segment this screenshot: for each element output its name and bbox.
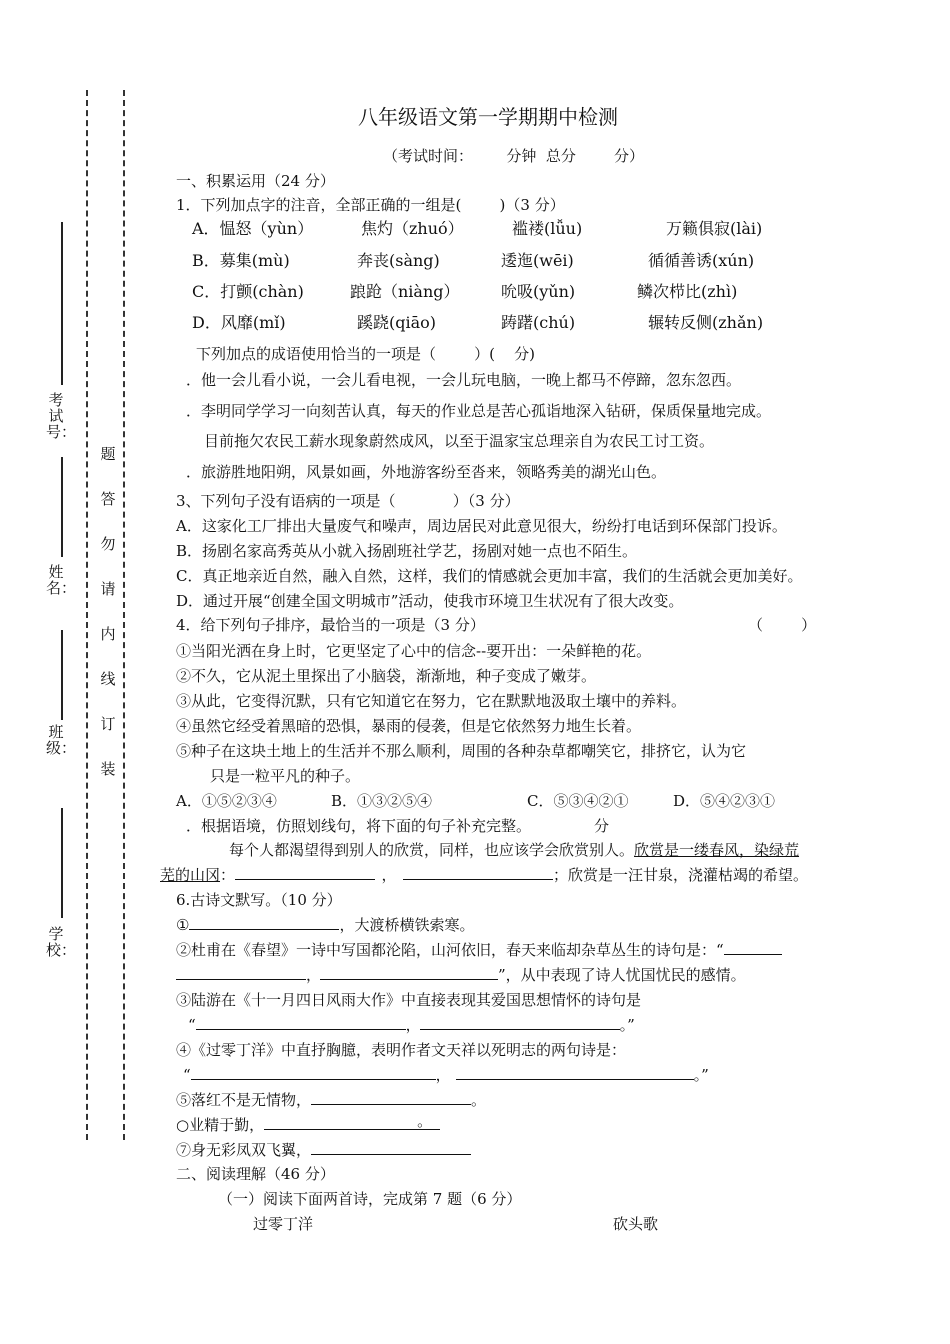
- q5-text-tail: ；欣赏是一汪甘泉，浇灌枯竭的希望。: [553, 866, 809, 884]
- q1-d-3: 踌躇(chú): [501, 313, 576, 332]
- q6-line-4b: “ ， 。”: [183, 1066, 709, 1084]
- q1-stem: 1．下列加点字的注音，全部正确的一组是( )（3 分）: [176, 196, 565, 214]
- q1-b-4: 循循善诱(xún): [648, 251, 755, 270]
- q6-blank-1[interactable]: [189, 915, 339, 930]
- q2-item-d: ．旅游胜地阳朔，风景如画，外地游客纷至沓来，领略秀美的湖光山色。: [186, 463, 667, 481]
- q5-text: 每个人都渴望得到别人的欣赏，同样，也应该学会欣赏别人。: [229, 841, 635, 859]
- name-line: [61, 630, 63, 720]
- q6-blank-6[interactable]: 。: [264, 1115, 440, 1130]
- q5-underlined-sentence-cont: 芜的山冈: [160, 866, 221, 884]
- q6-line-6: ○业精于勤， 。: [176, 1114, 440, 1135]
- q1-b-3: 逶迤(wēi): [501, 251, 574, 270]
- q2-stem: 下列加点的成语使用恰当的一项是（ ）( 分): [196, 345, 535, 363]
- q4-sentence-5: ⑤种子在这块土地上的生活并不那么顺利，周围的各种杂草都嘲笑它，排挤它，认为它: [176, 742, 747, 760]
- q6-line-7: ⑦身无彩凤双飞翼，: [176, 1139, 471, 1160]
- q1-a-3: 褴褛(lǚu): [512, 219, 583, 238]
- section2-subheading: （一）阅读下面两首诗，完成第 7 题（6 分）: [218, 1190, 522, 1208]
- q1-d-4: 辗转反侧(zhǎn): [648, 313, 764, 332]
- q5-line-2: 芜的山冈： ， ；欣赏是一汪甘泉，浇灌枯竭的希望。: [160, 866, 809, 884]
- q4-answer-paren: （ ）: [748, 616, 817, 634]
- q1-c-1: C．打颤(chàn): [192, 282, 304, 301]
- q1-c-4: 鳞次栉比(zhì): [637, 282, 738, 301]
- q1-b-1: B．募集(mù): [192, 251, 290, 270]
- q6-line-3b: “ ， 。”: [188, 1016, 635, 1034]
- q5-line-1: [229, 839, 799, 860]
- q2-item-b: ．李明同学学习一向刻苦认真，每天的作业总是苦心孤诣地深入钻研，保质保量地完成。: [186, 402, 772, 420]
- q4-option-a: A．①⑤②③④: [176, 792, 277, 810]
- page-title: 八年级语文第一学期期中检测: [358, 105, 618, 129]
- q6-line-5: ⑤落红不是无情物， 。: [176, 1091, 487, 1109]
- q6-blank-3b[interactable]: [420, 1015, 620, 1030]
- exam-number-label: 考试号：: [46, 391, 77, 441]
- q1-d-2: 蹊跷(qiāo): [357, 313, 437, 332]
- exam-number-line-top: [61, 222, 63, 385]
- q6-line-3: ③陆游在《十一月四日风雨大作》中直接表现其爱国思想情怀的诗句是: [176, 991, 642, 1009]
- q6-blank-4b[interactable]: [456, 1065, 694, 1080]
- q6-blank-7[interactable]: [311, 1140, 471, 1155]
- q5-underlined-sentence: 欣赏是一缕春风，染绿荒: [634, 841, 800, 859]
- q4-option-c: C．⑤③④②①: [527, 792, 629, 810]
- q6-line-2b: ， ”，从中表现了诗人忧国忧民的感情。: [176, 964, 746, 985]
- q3-stem: 3、下列句子没有语病的一项是（ ）（3 分）: [176, 492, 520, 510]
- name-label: 姓名：: [46, 563, 77, 597]
- q3-option-c: C．真正地亲近自然，融入自然，这样，我们的情感就会更加丰富，我们的生活就会更加美好。: [176, 567, 803, 585]
- q5-blank-2[interactable]: [403, 865, 553, 880]
- poem-title-left: 过零丁洋: [253, 1215, 314, 1233]
- q4-sentence-4: ④虽然它经受着黑暗的恐惧，暴雨的侵袭，但是它依然努力地生长着。: [176, 717, 642, 735]
- exam-number-line-bottom: [61, 457, 63, 557]
- class-line: [61, 808, 63, 918]
- q2-item-a: ．他一会儿看小说，一会儿看电视，一会儿玩电脑，一晚上都马不停蹄，忽东忽西。: [186, 371, 742, 389]
- q1-b-2: 奔丧(sàng): [357, 251, 440, 270]
- q6-blank-3a[interactable]: [196, 1015, 406, 1030]
- binding-line-inner: [123, 90, 125, 1140]
- school-label: 学校：: [46, 925, 77, 959]
- q1-d-1: D．风靡(mǐ): [192, 313, 286, 332]
- q1-c-3: 吮吸(yǔn): [501, 282, 576, 301]
- q6-blank-2c[interactable]: [320, 965, 498, 980]
- q1-a-1: A．愠怒（yùn）: [192, 219, 314, 238]
- q2-item-c: 目前拖欠农民工薪水现象蔚然成风，以至于温家宝总理亲自为农民工讨工资。: [204, 432, 715, 450]
- q1-a-2: 焦灼（zhuó）: [361, 219, 464, 238]
- q4-sentence-1: ①当阳光洒在身上时，它更坚定了心中的信念--要开出：一朵鲜艳的花。: [176, 642, 652, 660]
- q5-score: 分: [594, 817, 610, 835]
- poem-title-right: 砍头歌: [613, 1215, 659, 1233]
- q5-blank-1[interactable]: [235, 865, 375, 880]
- section1-heading: 一、积累运用（24 分）: [176, 172, 335, 190]
- q6-line-2: ②杜甫在《春望》一诗中写国都沦陷，山河依旧，春天来临却杂草丛生的诗句是：“: [176, 939, 782, 960]
- q3-option-b: B．扬剧名家高秀英从小就入扬剧班社学艺，扬剧对她一点也不陌生。: [176, 542, 638, 560]
- section2-heading: 二、阅读理解（46 分）: [176, 1165, 335, 1183]
- q6-blank-4a[interactable]: [191, 1065, 436, 1080]
- q3-option-a: A．这家化工厂排出大量废气和噪声，周边居民对此意见很大，纷纷打电话到环保部门投诉。: [176, 517, 787, 535]
- q6-stem: 6.古诗文默写。（10 分）: [176, 891, 342, 909]
- q3-option-d: D．通过开展“创建全国文明城市”活动，使我市环境卫生状况有了很大改变。: [176, 592, 684, 610]
- q6-blank-2b[interactable]: [176, 965, 306, 980]
- q4-sentence-2: ②不久，它从泥土里探出了小脑袋，渐渐地，种子变成了嫩芽。: [176, 667, 597, 685]
- page-subtitle: （考试时间： 分钟 总分 分）: [383, 147, 645, 165]
- q4-option-b: B．①③②⑤④: [331, 792, 433, 810]
- q4-option-d: D．⑤④②③①: [673, 792, 776, 810]
- q4-sentence-3: ③从此，它变得沉默，只有它知道它在努力，它在默默地汲取土壤中的养料。: [176, 692, 687, 710]
- q1-a-4: 万籁俱寂(lài): [666, 219, 763, 238]
- q1-c-2: 踉跄（niàng）: [350, 282, 460, 301]
- q6-line-4: ④《过零丁洋》中直抒胸臆，表明作者文天祥以死明志的两句诗是：: [176, 1041, 627, 1059]
- q6-line-1: ① ，大渡桥横铁索寒。: [176, 916, 475, 934]
- q5-stem: ．根据语境，仿照划线句，将下面的句子补充完整。: [186, 817, 532, 835]
- q4-sentence-5-cont: 只是一粒平凡的种子。: [210, 767, 361, 785]
- binding-line-outer: [86, 90, 88, 1140]
- q6-blank-2a[interactable]: [724, 940, 782, 955]
- class-label: 班级：: [46, 723, 77, 757]
- q6-blank-5[interactable]: [311, 1090, 471, 1105]
- binding-notice: 题 答 勿 请 内 线 订 装: [100, 445, 116, 778]
- q4-stem: 4．给下列句子排序，最恰当的一项是（3 分）: [176, 616, 485, 634]
